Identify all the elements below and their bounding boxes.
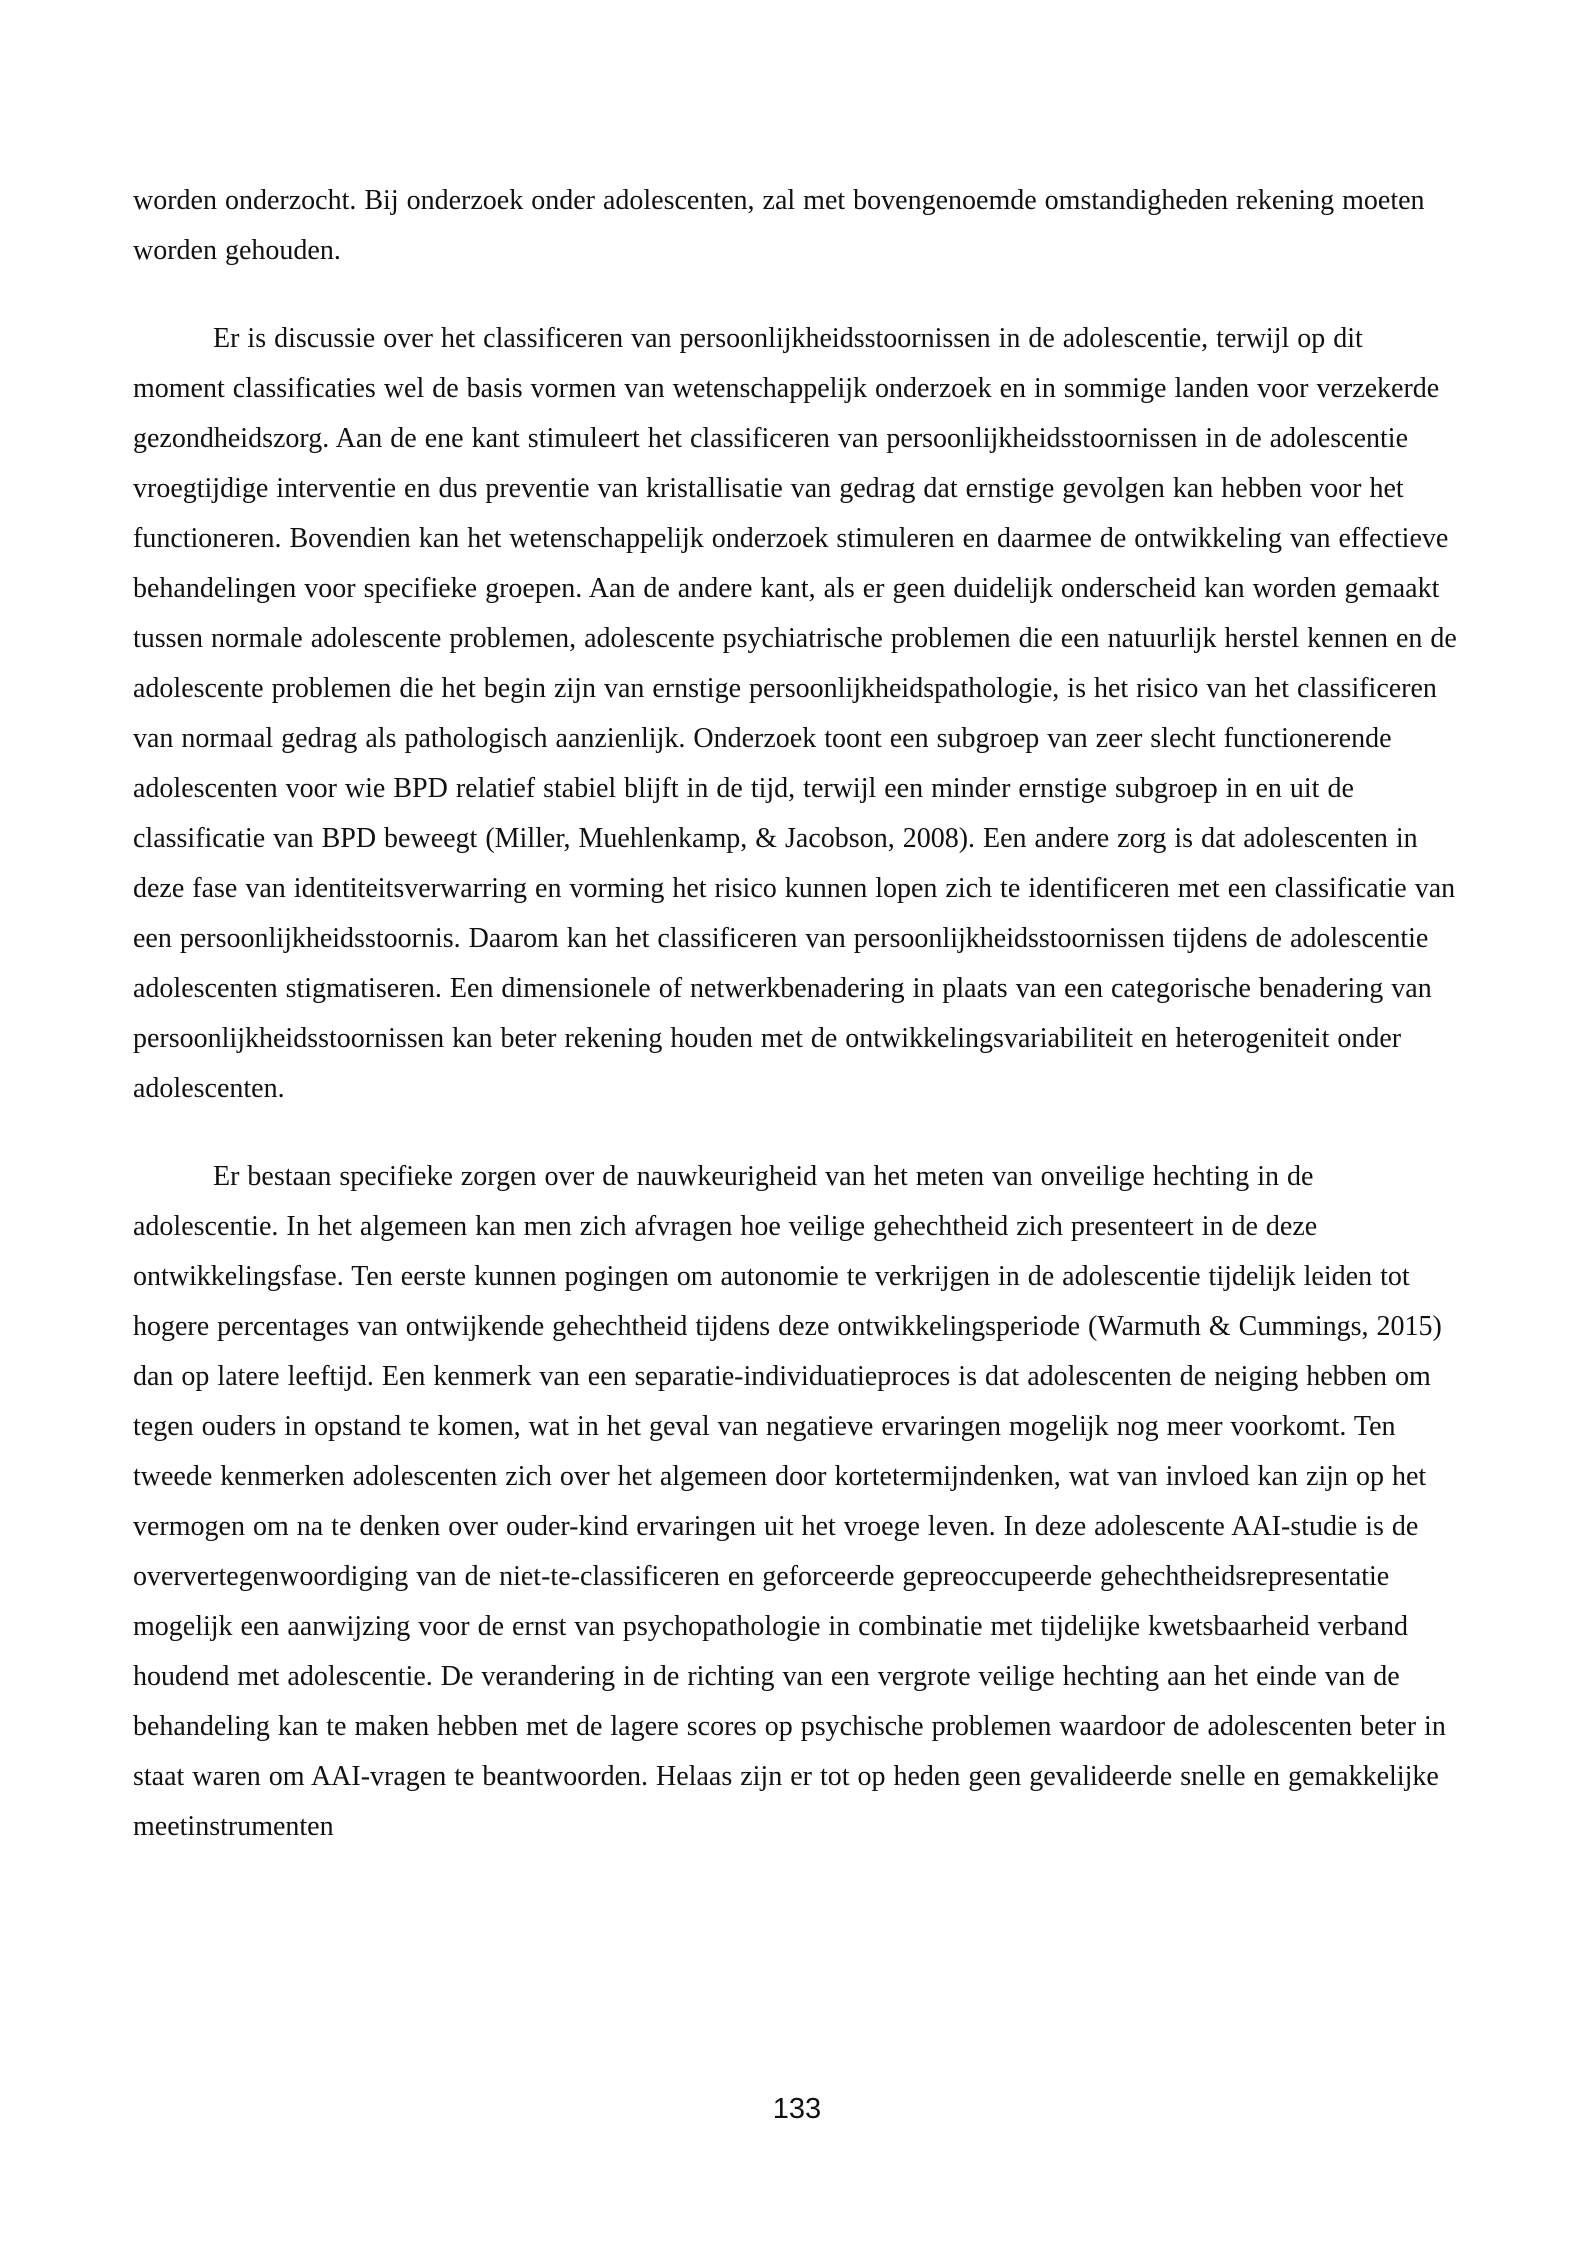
- paragraph: worden onderzocht. Bij onderzoek onder adolescenten, zal met bovengenoemde omstandigheden rekening moeten worden gehouden.: [133, 185, 1425, 266]
- page-footer: [0, 2092, 1594, 2126]
- paragraph: Er bestaan specifieke zorgen over de nauwkeurigheid van het meten van onveilige hechting in de adolescentie. In het algemeen kan men zich afvragen hoe veilige gehechtheid zich presenteert in de deze ontwikkelingsfase. Ten eerste kunnen pogingen om autonomie te verkrijgen in de adolescentie tijdelijk leiden tot hogere percentages van ontwijkende gehechtheid tijdens deze ontwikkelingsperiode (Warmuth & Cummings, 2015) dan op latere leeftijd. Een kenmerk van een separatie-individuatieproces is dat adolescenten de neiging hebben om tegen ouders in opstand te komen, wat in het geval van negatieve ervaringen mogelijk nog meer voorkomt. Ten tweede kenmerken adolescenten zich over het algemeen door kortetermijndenken, wat van invloed kan zijn op het vermogen om na te denken over ouder-kind ervaringen uit het vroege leven. In deze adolescente AAI-studie is de oververtegenwoordiging van de niet-te-classificeren en geforceerde gepreoccupeerde gehechtheidsrepresentatie mogelijk een aanwijzing voor de ernst van psychopathologie in combinatie met tijdelijke kwetsbaarheid verband houdend met adolescentie. De verandering in de richting van een vergrote veilige hechting aan het einde van de behandeling kan te maken hebben met de lagere scores op psychische problemen waardoor de adolescenten beter in staat waren om AAI-vragen te beantwoorden. Helaas zijn er tot op heden geen gevalideerde snelle en gemakkelijke meetinstrumenten: [133, 1161, 1446, 1842]
- paragraph: Er is discussie over het classificeren van persoonlijkheidsstoornissen in de adolescentie, terwijl op dit moment classificaties wel de basis vormen van wetenschappelijk onderzoek en in sommige landen voor verzekerde gezondheidszorg. Aan de ene kant stimuleert het classificeren van persoonlijkheidsstoornissen in de adolescentie vroegtijdige interventie en dus preventie van kristallisatie van gedrag dat ernstige gevolgen kan hebben voor het functioneren. Bovendien kan het wetenschappelijk onderzoek stimuleren en daarmee de ontwikkeling van effectieve behandelingen voor specifieke groepen. Aan de andere kant, als er geen duidelijk onderscheid kan worden gemaakt tussen normale adolescente problemen, adolescente psychiatrische problemen die een natuurlijk herstel kennen en de adolescente problemen die het begin zijn van ernstige persoonlijkheidspathologie, is het risico van het classificeren van normaal gedrag als pathologisch aanzienlijk. Onderzoek toont een subgroep van zeer slecht functionerende adolescenten voor wie BPD relatief stabiel blijft in de tijd, terwijl een minder ernstige subgroep in en uit de classificatie van BPD beweegt (Miller, Muehlenkamp, & Jacobson, 2008). Een andere zorg is dat adolescenten in deze fase van identiteitsverwarring en vorming het risico kunnen lopen zich te identificeren met een classificatie van een persoonlijkheidsstoornis. Daarom kan het classificeren van persoonlijkheidsstoornissen tijdens de adolescentie adolescenten stigmatiseren. Een dimensionele of netwerkbenadering in plaats van een categorische benadering van persoonlijkheidsstoornissen kan beter rekening houden met de ontwikkelingsvariabiliteit en heterogeniteit onder adolescenten.: [133, 323, 1457, 1104]
- document-body: [133, 176, 1460, 1890]
- page-number: 133: [772, 2093, 822, 2125]
